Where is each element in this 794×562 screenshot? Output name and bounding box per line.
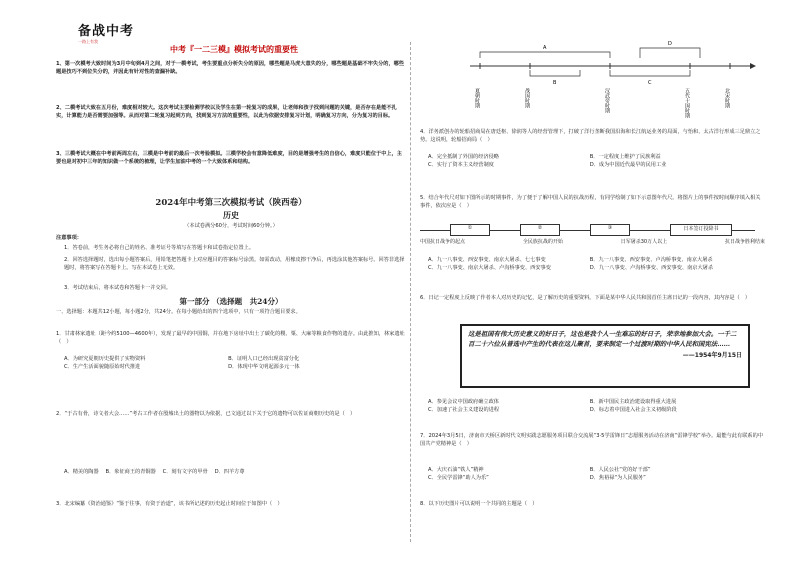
option[interactable]: D．体现中华文明起源多元一体 [228, 364, 300, 371]
timeline-label: 夏朝时期 [474, 88, 480, 108]
option[interactable]: A．大庆石油“铁人”精神 [428, 467, 484, 473]
note-2: 2．回答选择题时，选出每小题答案后，用铅笔把答题卡上对应题目的答案标号涂黑。如需改动，用橡皮擦干净后，再选涂其他答案标号。回答非选择题时，将答案写在答题卡上。写在本试卷上无效。 [64, 257, 405, 272]
question-1-options [56, 355, 406, 372]
q5-box-4: 日本签订投降书 [670, 224, 732, 236]
part-one-title: 第一部分 （选择题 共24分） [179, 297, 283, 306]
option[interactable]: C．加速了社会主义建设的进程 [428, 407, 500, 414]
option[interactable]: B．新中国民主政治建设取得重大进展 [589, 399, 677, 405]
question-2-stem: 2．“于古有骨，诗文者大会……”考古工作者在殷墟出土的器物以为依据，已文通过以下关于它的遗物可以佐证商朝历史的是（ ） [56, 411, 356, 417]
option[interactable]: C．刻有文字的甲骨 [162, 469, 208, 475]
q6-quote-box [460, 324, 750, 388]
question-5-stem: 5．结合年代尺对如下图所示的时期事件，为了便于了解中国人民的抗战历程，有同学绘制了如下示意图年代尺。将图片上的事件按时间顺序填入相关事件，依次应是（ ） [420, 195, 761, 210]
q6-quote-date: ——1954年9月15日 [682, 351, 742, 359]
question-5-options [420, 256, 765, 273]
logo-text: 备战中考 [78, 24, 135, 39]
question-4-options [420, 153, 765, 170]
option[interactable]: B．象征商王的青铜器 [105, 469, 156, 475]
option[interactable]: D．标志着中国进入社会主义初级阶段 [589, 407, 677, 414]
option[interactable]: A．参见会议中国政府确立政体 [428, 399, 499, 405]
option[interactable]: A．完全抵制了外国的经济侵略 [428, 154, 499, 160]
question-3-stem: 3．北宋编纂《资治通鉴》“鉴于往事，有资于治道”，该书所记述的历史起止时间位于如图中（ ） [56, 501, 283, 507]
q5-caption: 日军屠杀30万人以上 [620, 239, 668, 245]
option[interactable]: C．实行了资本主义经营制度 [428, 162, 494, 169]
option[interactable]: D．四羊方尊 [214, 469, 245, 475]
question-4-stem: 4．洋务派创办的轮船招商局在唐廷枢、徐润等人的经营管理下，打破了洋行垄断我国沿海和长江航运业务的局面，与怡和、太古洋行形成三足鼎立之势。这说明，轮船招商局（ ） [420, 129, 761, 144]
segment-label-C: C [648, 80, 652, 86]
option[interactable]: C．生产生活面貌随原始时代推进 [64, 364, 141, 371]
right-column [420, 0, 765, 562]
q6-quote-text: 这是祖国有伟大历史意义的好日子，这也是我个人一生难忘的好日子，荣幸地参加大会。一千二百二十六位从普选中产生的代表在这儿聚首，要来制定一个过渡时期的中华人民和国宪法…… [468, 330, 737, 349]
intro-paragraph-3: 3、三模考试大概在中考前两周左右，三模是中考前的最后一次考验模拟。三模学校会有意降低难度，目的是增强考生的自信心，难度只能位于中上，主要也是对初中三年的知识做一个系统的梳理，让学生加油中考的一个大致体系和结构。 [56, 151, 402, 166]
option[interactable]: C．九一八事变、南京大屠杀、卢沟桥事变、西安事变 [428, 265, 551, 272]
option[interactable]: C．全民学雷锋“助人为乐” [428, 475, 489, 482]
q5-captions [420, 238, 765, 245]
question-1-stem: 1．甘肃林家遗址（距今约5100—4600年），发现了最早的中国铜，并在地下房址中出土了碳化的稷、粟、大麻等粮食作物的遗存。由此推知，林家遗址（ ） [56, 331, 405, 346]
option[interactable]: D．成为中国近代最早的民用工业 [589, 162, 667, 169]
option[interactable]: B．人民公社“党的好干部” [589, 467, 651, 473]
exam-subject: 历史 [223, 210, 239, 220]
q5-timeline-chart [420, 222, 765, 250]
bracket-C [610, 70, 690, 76]
question-6-options [420, 398, 765, 415]
timeline-arrow [750, 63, 756, 69]
bracket-A [480, 52, 610, 58]
exam-title: 2024年中考第三次模拟考试（陕西卷） [155, 198, 307, 208]
section-instructions: 一、选择题：本题共12小题，每小题2分，共24分。在每小题给出的四个选项中，只有一项符合题目要求。 [56, 309, 301, 315]
bracket-B [530, 70, 580, 76]
segment-label-B: B [553, 80, 557, 86]
question-2-options [56, 468, 406, 476]
red-banner-title: 中考『一二三模』模拟考试的重要性 [170, 45, 298, 54]
logo-subtitle: 一路上有我 [78, 39, 98, 44]
bracket-D [640, 48, 700, 58]
left-column [56, 0, 406, 562]
option[interactable]: B．一定程度上维护了民族利益 [589, 154, 661, 160]
question-6-stem: 6．日记一定程度上反映了作者本人对历史的记忆，是了解历史的重要资料。下面是某中华人民共和国首任主席日记的一段内容，其内容是（ ） [420, 295, 751, 301]
intro-paragraph-2: 2、二模考试大致在五月份，难度相对较大。这次考试主要检测学校以及学生在第一轮复习的成果，让老师和孩子找到问题的关键，是否存在是能不扎实，计算能力是否需要加强等。从而对第二轮复习起到方向，找到复习方法的重要性，以此为依据安排复习计划，明确复习方向，分为复习的目标。 [56, 105, 397, 120]
timeline-label: 汉武帝时期 [604, 88, 610, 113]
column-divider [410, 42, 411, 542]
timeline-label: 北宋时期 [724, 88, 730, 108]
q5-caption: 抗日战争胜利结束 [724, 239, 765, 245]
timeline-label: 五代十国时期 [684, 88, 690, 118]
exam-info: （本试卷满分60分，考试时间60分钟。） [184, 223, 278, 229]
option[interactable]: B．九一八事变、西安事变、卢沟桥事变、南京大屠杀 [589, 257, 713, 263]
q5-box-1: ① [450, 224, 490, 236]
option[interactable]: D．焦裕禄“为人民服务” [589, 475, 646, 482]
q5-caption: 全民族抗战的开始 [522, 239, 563, 245]
note-1: 1．答卷前，考生务必将自己的姓名、准考证号等填写在答题卡和试卷指定位置上。 [64, 245, 255, 251]
option[interactable]: B．证明人口已经出现贫富分化 [228, 356, 300, 362]
option[interactable]: A．九一八事变、西安事变、南京大屠杀、七七事变 [428, 257, 546, 263]
question-7-options [420, 466, 765, 483]
option[interactable]: D．九一八事变、卢沟桥事变、西安事变、南京大屠杀 [589, 265, 714, 272]
segment-label-A: A [543, 45, 547, 51]
q3-timeline [460, 36, 760, 124]
q5-box-3: ③ [590, 224, 630, 236]
option[interactable]: A．精美的陶器 [64, 469, 99, 475]
timeline-label: 战国时期 [524, 88, 530, 108]
question-8-stem: 8．以下历史图片可以说明一个共同的主题是（ ） [420, 501, 538, 507]
note-3: 3．考试结束后，将本试卷和答题卡一并交回。 [64, 285, 172, 291]
q5-caption: 中国抗日战争的起点 [420, 239, 466, 245]
segment-label-D: D [668, 41, 672, 47]
q5-box-2: ② [520, 224, 560, 236]
intro-paragraph-1: 1、第一次模考大致时间为3月中旬到4月之间，对于一模考试，考生要重点分析失分的原因，哪些题是马虎大意失的分，哪些题是基础不牢失分的，哪些题是技巧不到位失分的，并因此有针对性的查漏补缺。 [56, 61, 405, 76]
question-7-stem: 7．2024年3月5日，济南市天桥区新时代文明实践志愿服务项目联合交流展“3·5学雷锋日”志愿服务活动在济南“雷锋学校”举办。最能与此有联系的中国共产党精神是（ ） [420, 433, 763, 448]
notes-title: 注意事项： [56, 235, 82, 241]
option[interactable]: A．为研究夏朝历史提供了实物资料 [64, 356, 146, 362]
